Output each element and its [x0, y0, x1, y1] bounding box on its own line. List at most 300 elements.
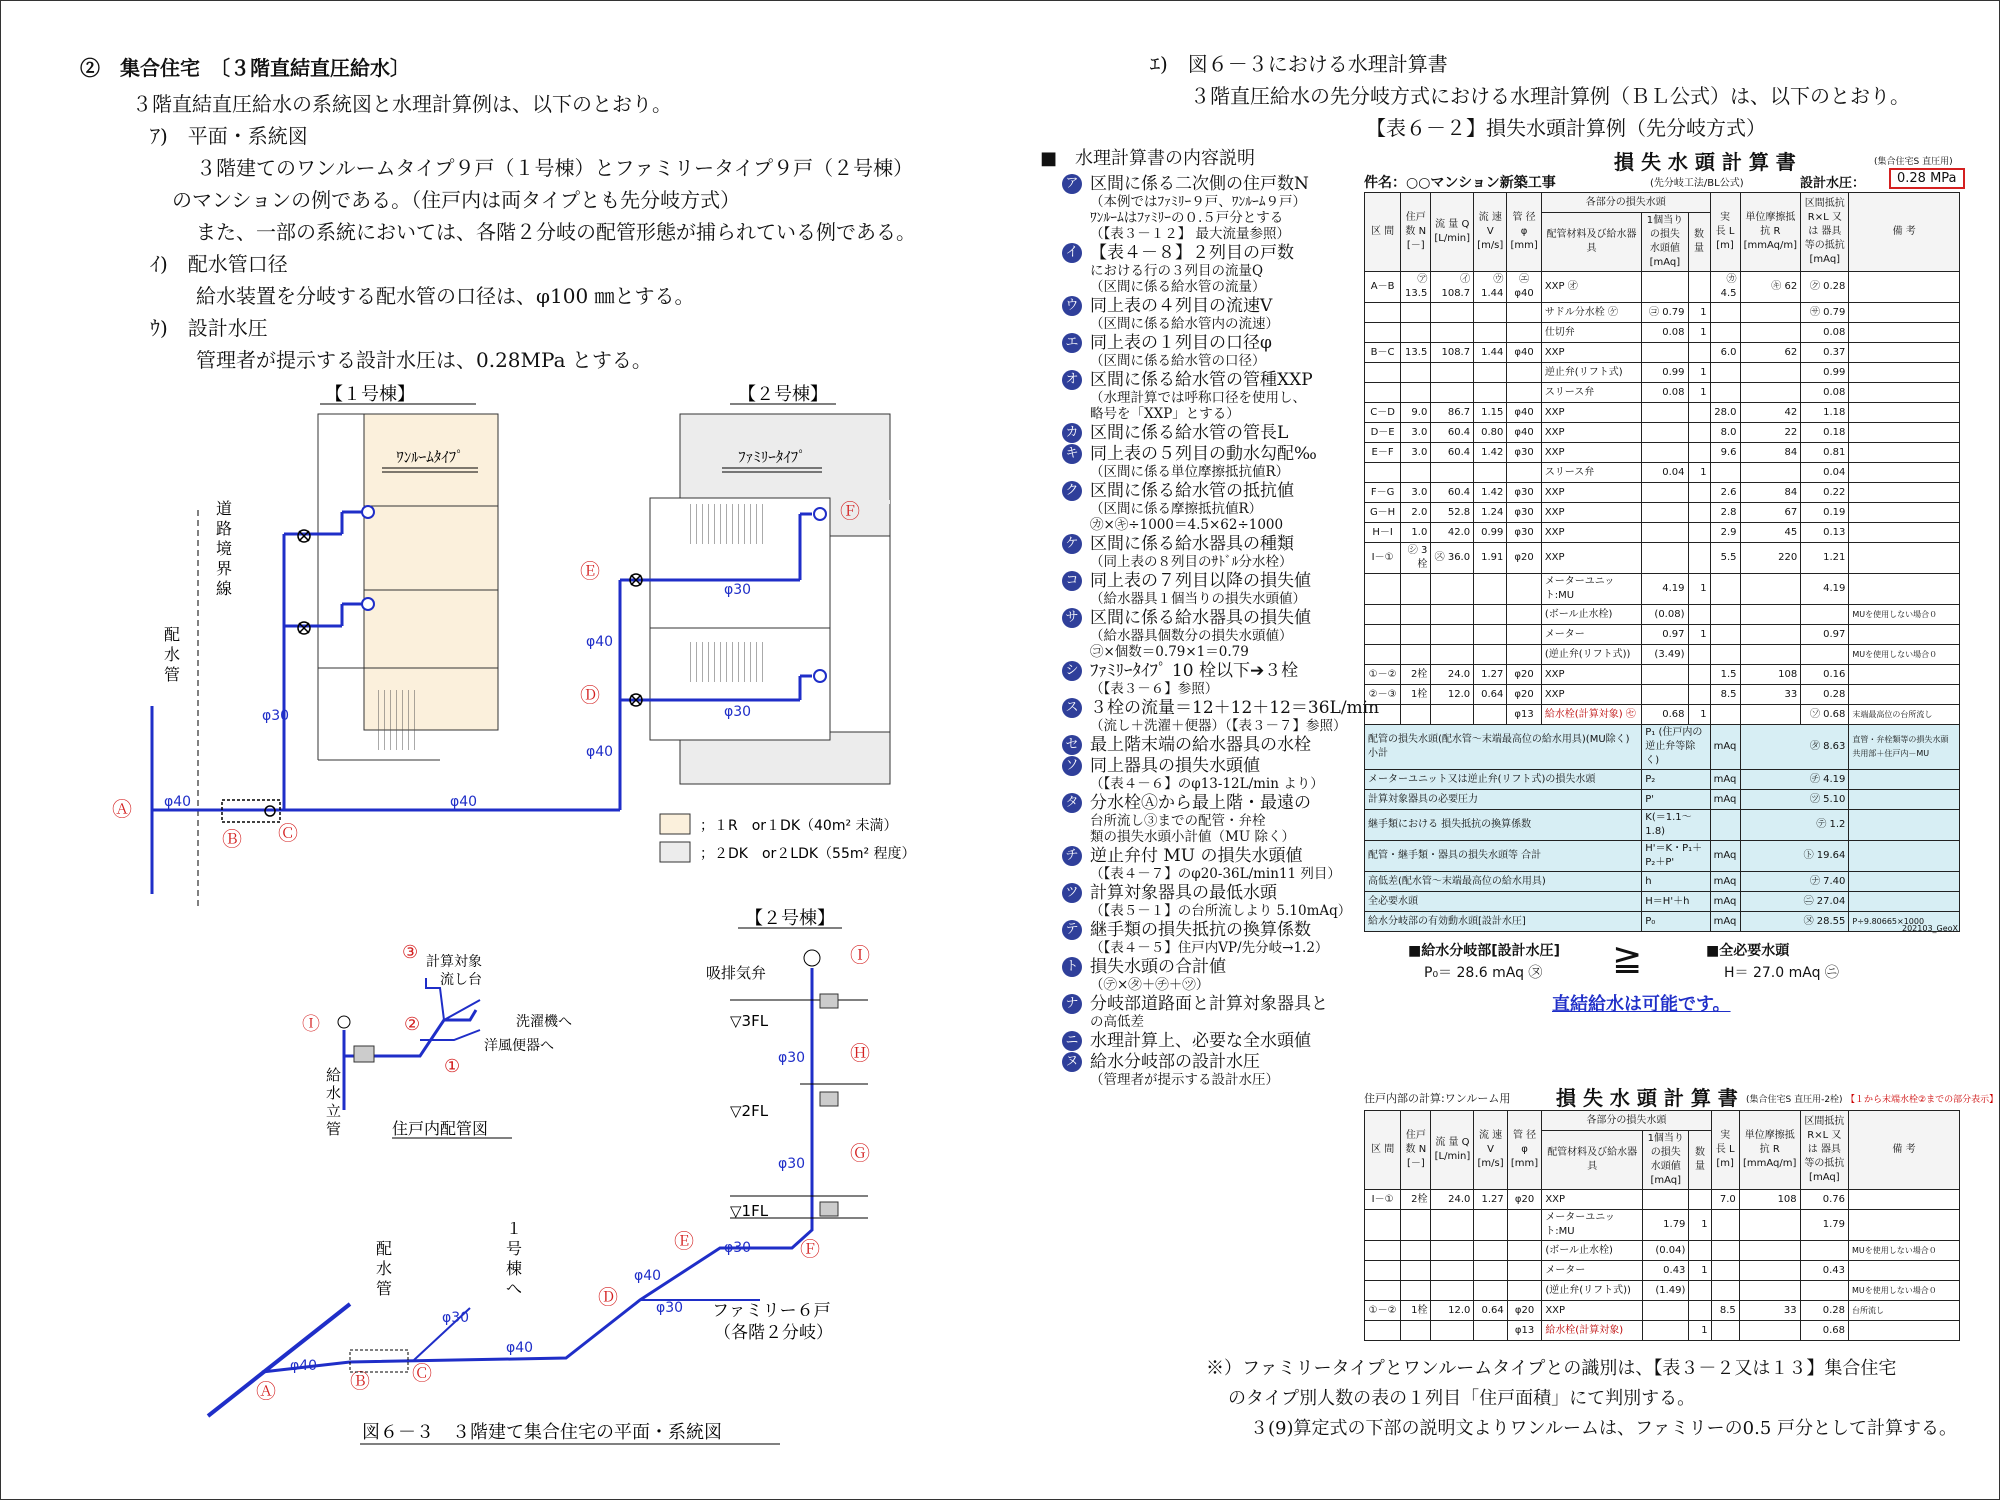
table-cell: φ20 — [1507, 685, 1541, 705]
item-detail: 台所流し③までの配管・弁栓 — [1090, 813, 1266, 829]
col-material: 配管材料及び給水器具 — [1541, 213, 1641, 272]
svg-text:φ30: φ30 — [724, 704, 752, 720]
main-pipe-label — [164, 625, 180, 684]
table-cell — [1642, 343, 1688, 363]
svg-text:Ⓑ: Ⓑ — [222, 827, 242, 851]
table-cell — [1739, 1321, 1800, 1341]
table-cell — [1507, 574, 1541, 605]
table-cell — [1688, 483, 1710, 503]
table-cell — [1739, 1281, 1800, 1301]
item-marker: サ — [1062, 608, 1082, 628]
table-cell: 1 — [1688, 323, 1710, 343]
table-row — [1365, 272, 1960, 303]
table-cell — [1365, 1210, 1401, 1241]
svg-text:φ40: φ40 — [450, 794, 478, 810]
table-cell: 8.5 — [1711, 1301, 1739, 1321]
item-title: 区間に係る給水管の管種XXP — [1090, 370, 1313, 390]
table-cell — [1507, 363, 1541, 383]
explain-item — [1062, 920, 1362, 956]
item-title: 同上表の７列目以降の損失値 — [1090, 571, 1311, 591]
table-cell: φ30 — [1507, 483, 1541, 503]
explain-item — [1062, 1031, 1362, 1051]
summary-cell: ㋥ 27.04 — [1740, 892, 1849, 912]
svg-text:水: 水 — [326, 1084, 342, 1102]
table-cell: 0.18 — [1801, 423, 1849, 443]
table-cell — [1849, 383, 1960, 403]
table-cell — [1739, 1261, 1800, 1281]
table-cell: 0.99 — [1642, 363, 1688, 383]
col-velocity: 流 速 V [m/s] — [1474, 193, 1507, 272]
table-cell — [1710, 323, 1740, 343]
table-cell: 0.08 — [1801, 323, 1849, 343]
item-title: 同上表の５列目の動水勾配‰ — [1090, 444, 1317, 464]
table-cell: 33 — [1740, 685, 1801, 705]
table-cell — [1401, 363, 1431, 383]
table-cell: ②－③ — [1365, 685, 1401, 705]
table-cell: 108 — [1739, 1190, 1800, 1210]
item-title: 分水栓Ⓐから最上階・最遠の — [1090, 793, 1311, 813]
svg-text:φ40: φ40 — [164, 794, 192, 810]
table-cell: ㋒ 1.44 — [1474, 272, 1507, 303]
table-cell — [1849, 443, 1960, 463]
svg-text:配: 配 — [164, 625, 181, 644]
table-cell: 2栓 — [1401, 1190, 1431, 1210]
table-row — [1365, 1210, 1960, 1241]
table-cell: 4.19 — [1642, 574, 1688, 605]
summary-cell: 配管・継手類・器具の損失水頭等 合計 — [1365, 841, 1642, 872]
table-cell — [1849, 1190, 1960, 1210]
col2-count: 数量 — [1689, 1131, 1711, 1190]
table-row — [1365, 665, 1960, 685]
table-cell: ㋚ 0.79 — [1801, 303, 1849, 323]
table-row — [1365, 605, 1960, 625]
indoor-piping-diagram — [302, 942, 572, 1138]
svg-text:φ30: φ30 — [778, 1050, 806, 1066]
table-cell: 1.0 — [1401, 523, 1431, 543]
legend-swatch-2 — [660, 842, 690, 862]
item-title: 損失水頭の合計値 — [1090, 957, 1226, 977]
table-row — [1365, 383, 1960, 403]
table-cell: D－E — [1365, 423, 1401, 443]
table-cell: 1.42 — [1474, 483, 1507, 503]
table-cell: 4.19 — [1801, 574, 1849, 605]
table-cell — [1431, 383, 1474, 403]
item-detail: （【表３－１２】 最大流量参照） — [1090, 226, 1291, 242]
table-row — [1365, 423, 1960, 443]
item-marker: キ — [1062, 444, 1082, 464]
table-cell: ㋛ 3栓 — [1401, 543, 1431, 574]
svg-text:Ⓕ: Ⓕ — [800, 1237, 820, 1261]
table-cell: XXP — [1541, 685, 1641, 705]
table-cell: XXP — [1541, 523, 1641, 543]
table-cell — [1740, 463, 1801, 483]
explain-item — [1062, 370, 1362, 422]
table-cell — [1688, 423, 1710, 443]
col-units: 住戸数 N [－] — [1401, 193, 1431, 272]
table-cell: 0.68 — [1800, 1321, 1848, 1341]
table-cell — [1642, 403, 1688, 423]
table-cell: 3.0 — [1401, 443, 1431, 463]
summary-cell: mAq — [1710, 912, 1740, 932]
svg-text:線: 線 — [216, 579, 233, 598]
item-title: 逆止弁付 MU の損失水頭値 — [1090, 846, 1303, 866]
table-cell — [1474, 323, 1507, 343]
svg-text:境: 境 — [216, 539, 233, 558]
item-marker: ウ — [1062, 296, 1082, 316]
summary-row — [1365, 810, 1960, 841]
table-cell — [1507, 323, 1541, 343]
table-cell — [1474, 303, 1507, 323]
table-cell — [1507, 1261, 1542, 1281]
sheet1-stamp: 202103_GeoX — [1902, 924, 1959, 933]
item-marker: ク — [1062, 481, 1082, 501]
svg-text:路: 路 — [216, 519, 233, 538]
item-marker: ス — [1062, 698, 1082, 718]
sheet1-title: 損 失 水 頭 計 算 書 — [1614, 150, 1796, 174]
svg-text:棟: 棟 — [506, 1259, 523, 1278]
svg-text:１: １ — [506, 1219, 523, 1238]
explain-item — [1062, 333, 1362, 369]
table-cell: XXP — [1541, 503, 1641, 523]
table-cell — [1431, 1261, 1474, 1281]
item-marker: ツ — [1062, 883, 1082, 903]
summary-cell: ㋟ 8.63 — [1740, 725, 1849, 770]
item-detail: （【表４－５】住戸内VP/先分岐→1.2） — [1090, 940, 1329, 956]
table-row — [1365, 574, 1960, 605]
table-cell: 0.64 — [1474, 685, 1507, 705]
table-cell: ①－② — [1365, 665, 1401, 685]
svg-text:▽2FL: ▽2FL — [730, 1102, 769, 1120]
item-title: 同上表の１列目の口径φ — [1090, 333, 1272, 353]
table-cell: 12.0 — [1431, 685, 1474, 705]
explain-item — [1062, 1052, 1362, 1088]
table-cell — [1710, 303, 1740, 323]
table-cell: 0.08 — [1642, 323, 1688, 343]
item-title: 分岐部道路面と計算対象器具と — [1090, 994, 1328, 1014]
svg-text:へ: へ — [506, 1279, 523, 1298]
table-title: 【表６－２】損失水頭計算例（先分岐方式） — [1366, 116, 1766, 140]
summary-cell: ㋢ 1.2 — [1740, 810, 1849, 841]
table-cell — [1401, 705, 1431, 725]
col2-material: 配管材料及び給水器具 — [1542, 1131, 1643, 1190]
table-cell — [1431, 605, 1474, 625]
col-length: 実 長 L [m] — [1710, 193, 1740, 272]
summary-cell: メーターユニット又は逆止弁(リフト式)の損失水頭 — [1365, 770, 1642, 790]
table-cell: ㋖ 62 — [1740, 272, 1801, 303]
table-cell: 1 — [1688, 303, 1710, 323]
svg-text:管: 管 — [376, 1279, 393, 1298]
table-cell: (3.49) — [1642, 645, 1688, 665]
item-marker: テ — [1062, 920, 1082, 940]
summary-cell — [1710, 810, 1740, 841]
table-cell: 8.0 — [1710, 423, 1740, 443]
table-cell — [1431, 1281, 1474, 1301]
item-detail: ﾜﾝﾙｰﾑはﾌｧﾐﾘｰの０.５戸分とする — [1090, 210, 1284, 226]
summary-cell — [1849, 810, 1960, 841]
table-row — [1365, 403, 1960, 423]
table-cell — [1688, 665, 1710, 685]
table-cell — [1431, 705, 1474, 725]
table-cell — [1710, 645, 1740, 665]
table-cell: 9.6 — [1710, 443, 1740, 463]
table-cell: H－I — [1365, 523, 1401, 543]
table-cell — [1401, 645, 1431, 665]
table-cell: φ20 — [1507, 1190, 1542, 1210]
svg-text:（各階２分岐）: （各階２分岐） — [714, 1323, 833, 1343]
table-cell: 42 — [1740, 403, 1801, 423]
table-cell: 60.4 — [1431, 483, 1474, 503]
table-cell: 2栓 — [1401, 665, 1431, 685]
explain-item — [1062, 661, 1362, 697]
table-cell: 0.43 — [1800, 1261, 1848, 1281]
item-detail: （区間に係る給水管の流量） — [1090, 279, 1266, 295]
subsection-c-text: 管理者が提示する設計水圧は、0.28MPa とする。 — [196, 348, 652, 372]
table-cell: 0.19 — [1801, 503, 1849, 523]
table-cell: 1.5 — [1710, 665, 1740, 685]
table-cell — [1507, 1241, 1542, 1261]
svg-text:管: 管 — [326, 1120, 342, 1138]
item-detail: 略号を「XXP」とする） — [1090, 406, 1240, 422]
table-cell: 0.64 — [1474, 1301, 1507, 1321]
svg-text:③: ③ — [402, 942, 419, 963]
item-detail: （流し＋洗濯＋便器）（【表３－７】参照） — [1090, 718, 1347, 734]
svg-text:Ⓒ: Ⓒ — [412, 1361, 432, 1385]
table-cell: 1 — [1688, 463, 1710, 483]
explain-item — [1062, 571, 1362, 607]
table-cell — [1401, 323, 1431, 343]
svg-text:②: ② — [404, 1014, 421, 1035]
summary-cell: K(＝1.1～1.8) — [1642, 810, 1710, 841]
table-cell: 1.18 — [1801, 403, 1849, 423]
summary-cell: P÷9.80665×1000 — [1849, 912, 1960, 932]
table-cell — [1710, 605, 1740, 625]
col2-note: 備 考 — [1849, 1111, 1960, 1190]
table-cell — [1849, 303, 1960, 323]
item-detail: ㋙×個数＝0.79×1＝0.79 — [1090, 644, 1249, 660]
svg-text:φ30: φ30 — [262, 708, 290, 724]
table-cell: 7.0 — [1711, 1190, 1739, 1210]
table-cell — [1365, 1261, 1401, 1281]
item-detail: （給水器具１個当りの損失水頭値） — [1090, 591, 1306, 607]
col-count: 数量 — [1688, 213, 1710, 272]
col-group: 各部分の損失水頭 — [1541, 193, 1710, 213]
table-cell: φ30 — [1507, 503, 1541, 523]
svg-text:Ⓕ: Ⓕ — [840, 499, 860, 523]
item-marker: コ — [1062, 571, 1082, 591]
legend-swatch-1 — [660, 814, 690, 834]
svg-text:水: 水 — [376, 1259, 393, 1278]
loss-head-table-1 — [1364, 192, 1960, 932]
table-cell — [1849, 625, 1960, 645]
table-cell — [1365, 705, 1401, 725]
table-cell — [1365, 1321, 1401, 1341]
table-cell — [1740, 705, 1801, 725]
table-cell — [1688, 645, 1710, 665]
sheet1-corner: (集合住宅S 直圧用) — [1874, 157, 1953, 167]
item-marker: ナ — [1062, 994, 1082, 1014]
svg-text:①: ① — [444, 1056, 461, 1077]
table-cell: XXP ㋔ — [1541, 272, 1641, 303]
col2-section: 区 間 — [1365, 1111, 1401, 1190]
svg-text:界: 界 — [216, 559, 233, 578]
summary-cell: 直管・弁栓類等の損失水頭 共用部＋住戸内－MU — [1849, 725, 1960, 770]
table-cell: 1 — [1688, 574, 1710, 605]
h-label: ■全必要水頭 — [1706, 943, 1790, 959]
table-cell — [1474, 705, 1507, 725]
svg-text:Ⓘ: Ⓘ — [850, 943, 870, 967]
table-cell — [1507, 463, 1541, 483]
sheet1-design-value: 0.28 MPa — [1889, 168, 1965, 189]
table-cell: 1.44 — [1474, 343, 1507, 363]
table-cell: 1栓 — [1401, 1301, 1431, 1321]
table-cell — [1431, 463, 1474, 483]
summary-cell — [1849, 892, 1960, 912]
table-cell: ㋑ 108.7 — [1431, 272, 1474, 303]
item-detail: における行の３列目の流量Q — [1090, 263, 1264, 279]
loss-head-table-2 — [1364, 1110, 1960, 1341]
svg-text:計算対象: 計算対象 — [426, 954, 482, 970]
table-row — [1365, 323, 1960, 343]
summary-cell: mAq — [1710, 725, 1740, 770]
item-detail: （【表５－１】の台所流しより 5.10mAq） — [1090, 903, 1352, 919]
table-cell — [1365, 605, 1401, 625]
table-row — [1365, 685, 1960, 705]
item-title: 給水分岐部の設計水圧 — [1090, 1052, 1260, 1072]
item-title: 同上表の４列目の流速V — [1090, 296, 1273, 316]
table-row — [1365, 1301, 1960, 1321]
col-note: 備 考 — [1849, 193, 1960, 272]
table-cell — [1849, 483, 1960, 503]
explain-item — [1062, 846, 1362, 882]
table-cell: φ13 — [1507, 1321, 1542, 1341]
col-unit-friction: 単位摩擦抵抗 R [mmAq/m] — [1740, 193, 1801, 272]
item-marker: ケ — [1062, 534, 1082, 554]
table-cell — [1507, 303, 1541, 323]
col2-velocity: 流 速 V [m/s] — [1474, 1111, 1507, 1190]
col-loss: 区間抵抗 R×L 又は 器具等の抵抗 [mAq] — [1801, 193, 1849, 272]
table-cell: φ20 — [1507, 665, 1541, 685]
table-row — [1365, 705, 1960, 725]
table-cell: φ30 — [1507, 523, 1541, 543]
table-cell — [1711, 1210, 1739, 1241]
item-detail: （【表４－７】のφ20-36L/min11 列目） — [1090, 866, 1341, 882]
table-cell: 24.0 — [1431, 1190, 1474, 1210]
table-cell: サドル分水栓 ㋘ — [1541, 303, 1641, 323]
summary-cell — [1849, 841, 1960, 872]
table-cell: 0.04 — [1642, 463, 1688, 483]
svg-text:【２号棟】: 【２号棟】 — [745, 908, 835, 929]
svg-text:管: 管 — [164, 665, 181, 684]
section-heading: ② 集合住宅 〔３階直結直圧給水〕 — [80, 56, 410, 80]
p0-value: P₀＝ 28.6 mAq ㋦ — [1424, 965, 1543, 981]
svg-text:給: 給 — [326, 1066, 342, 1084]
table-cell — [1431, 625, 1474, 645]
table-row — [1365, 363, 1960, 383]
svg-text:φ40: φ40 — [586, 634, 614, 650]
item-marker: エ — [1062, 333, 1082, 353]
svg-text:Ⓔ: Ⓔ — [674, 1229, 694, 1253]
table-cell: 0.97 — [1642, 625, 1688, 645]
col2-group: 各部分の損失水頭 — [1542, 1111, 1711, 1131]
footnote-line1: ※）ファミリータイプとワンルームタイプとの識別は、【表３－２又は１３】集合住宅 — [1206, 1358, 1897, 1379]
table-cell — [1849, 574, 1960, 605]
table-cell: XXP — [1542, 1301, 1643, 1321]
table-cell: 67 — [1740, 503, 1801, 523]
summary-cell: P₁ (住戸内の逆止弁等除く) — [1642, 725, 1710, 770]
svg-text:φ40: φ40 — [634, 1268, 662, 1284]
table-cell: 1.27 — [1474, 665, 1507, 685]
item-marker: チ — [1062, 846, 1082, 866]
summary-cell: H'＝K・P₁＋P₂＋P' — [1642, 841, 1710, 872]
summary-cell: 給水分岐部の有効動水頭[設計水圧] — [1365, 912, 1642, 932]
bldg1-label: 【１号棟】 — [325, 384, 415, 405]
summary-cell: mAq — [1710, 841, 1740, 872]
table-cell — [1688, 403, 1710, 423]
item-title: 【表４－８】２列目の戸数 — [1090, 243, 1294, 263]
summary-cell: mAq — [1710, 770, 1740, 790]
summary-cell: mAq — [1710, 872, 1740, 892]
table-cell: 仕切弁 — [1541, 323, 1641, 343]
table-cell — [1800, 1241, 1848, 1261]
table-cell: 24.0 — [1431, 665, 1474, 685]
subsection-b-text: 給水装置を分岐する配水管の口径は、φ100 ㎜とする。 — [196, 284, 695, 308]
item-detail: （同上表の８列目のｻﾄﾞﾙ分水栓） — [1090, 554, 1293, 570]
table-row — [1365, 1321, 1960, 1341]
table-row — [1365, 483, 1960, 503]
table-cell — [1431, 574, 1474, 605]
table-cell — [1474, 574, 1507, 605]
item-detail: （水理計算では呼称口径を使用し、 — [1090, 390, 1306, 406]
bldg1-stairs — [376, 690, 416, 750]
item-detail: （㋢×㋟＋㋠＋㋡） — [1090, 977, 1210, 993]
table-cell: G－H — [1365, 503, 1401, 523]
summary-cell: P' — [1642, 790, 1710, 810]
ok-message: 直結給水は可能です。 — [1552, 994, 1731, 1015]
col-unit-loss: 1個当りの損失水頭値 [mAq] — [1642, 213, 1688, 272]
table-cell — [1688, 343, 1710, 363]
table-cell: スリース弁 — [1541, 383, 1641, 403]
explain-item — [1062, 883, 1362, 919]
table-cell: φ20 — [1507, 1301, 1542, 1321]
svg-text:φ40: φ40 — [290, 1358, 318, 1374]
explain-item — [1062, 957, 1362, 993]
table-cell — [1365, 1241, 1401, 1261]
footnote-line2: のタイプ別人数の表の１列目「住戸面積」にて判別する。 — [1228, 1388, 1696, 1409]
table-cell: 9.0 — [1401, 403, 1431, 423]
table-cell — [1689, 1281, 1711, 1301]
item-detail: （管理者が提示する設計水圧） — [1090, 1072, 1279, 1088]
table-cell — [1740, 625, 1801, 645]
table-cell — [1688, 523, 1710, 543]
table-cell: ㋜ 36.0 — [1431, 543, 1474, 574]
summary-cell: ㋡ 5.10 — [1740, 790, 1849, 810]
item-marker: セ — [1062, 735, 1082, 755]
figure-caption: 図６－３ ３階建て集合住宅の平面・系統図 — [362, 1422, 722, 1443]
item-marker: ニ — [1062, 1031, 1082, 1051]
sheet2-left-title: 住戸内部の計算:ワンルーム用 — [1364, 1092, 1511, 1105]
table-cell: (ボール止水栓) — [1541, 605, 1641, 625]
table-cell — [1507, 625, 1541, 645]
explain-heading: ■ 水理計算書の内容説明 — [1040, 148, 1256, 169]
table-cell: 0.08 — [1801, 383, 1849, 403]
subsection-a-line1: ３階建てのワンルームタイプ９戸（１号棟）とファミリータイプ９戸（２号棟） — [196, 156, 914, 180]
summary-cell: ㋦ 28.55 — [1740, 912, 1849, 932]
table-cell — [1849, 503, 1960, 523]
item-marker: ト — [1062, 957, 1082, 977]
sheet1-project: 件名：○○マンション新築工事 — [1364, 175, 1556, 191]
summary-cell — [1849, 790, 1960, 810]
table-cell: MUを使用しない場合０ — [1849, 645, 1960, 665]
